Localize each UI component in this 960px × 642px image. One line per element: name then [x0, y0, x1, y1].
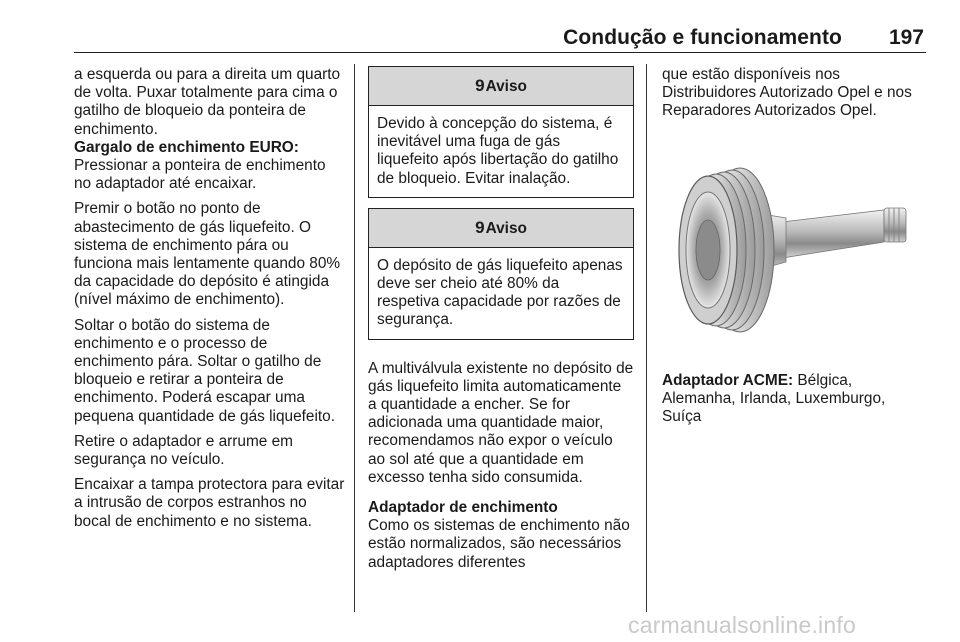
warning-text: O depósito de gás liquefeito apenas deve ser cheio até 80% da respetiva capacidade por razões de segurança. [377, 256, 623, 329]
watermark: carmanualsonline.info [628, 612, 856, 638]
warning-title-bar [369, 67, 633, 106]
paragraph: Soltar o botão do sistema de enchimento e o processo de enchimento pára. Soltar o gatilho de bloqueio e retirar a ponteira de enchimento. Poderá escapar uma pequena quantidade de gás liquefeito. [74, 316, 336, 425]
paragraph: que estão disponíveis nos Distribuidores Autorizado Opel e nos Reparadores Autorizados Opel. [662, 66, 912, 120]
warning-icon: 9 [475, 76, 485, 95]
column-divider-right [646, 64, 647, 612]
acme-countries: Bélgica, Alemanha, Irlanda, Luxemburgo, Suíça [662, 371, 886, 426]
warning-title-bar [369, 209, 633, 248]
warning-icon: 9 [475, 217, 485, 237]
page-header [74, 22, 926, 53]
paragraph: Encaixar a tampa protectora para evitar a intrusão de corpos estranhos no bocal de enchimento e no sistema. [74, 476, 345, 530]
paragraph: Retire o adaptador e arrume em segurança no veículo. [74, 432, 294, 469]
adapter-heading: Adaptador de enchimento [368, 499, 558, 517]
paragraph [662, 372, 928, 427]
page-number: 197 [888, 26, 924, 49]
euro-filler-heading: Gargalo de enchimento EURO: [74, 138, 299, 156]
warning-text: Devido à concepção do sistema, é inevitável uma fuga de gás liquefeito após libertação do gatilho de bloqueio. Evitar inalação. [377, 115, 619, 187]
column-right [662, 66, 928, 433]
paragraph: Premir o botão no ponto de abastecimento de gás liquefeito. O sistema de enchimento pára ou funciona mais lentamente quando 80% da capacidade do depósito é atingida (nível máximo de enchimento). [74, 200, 341, 309]
paragraph: a esquerda ou para a direita um quarto de volta. Puxar totalmente para cima o gatilho de bloqueio da ponteira de enchimento. [74, 66, 341, 138]
section-title: Condução e funcionamento [563, 26, 842, 49]
warning-title: Aviso [485, 78, 527, 95]
warning-title: Aviso [485, 219, 527, 237]
column-middle [368, 66, 634, 579]
warning-box [368, 66, 634, 198]
acme-heading: Adaptador ACME: [662, 371, 794, 389]
paragraph: A multiválvula existente no depósito de gás liquefeito limita automaticamente a quantidade a encher. Se for adicionada uma quantidade maior, recomendamos não expor o veículo ao sol até que a quantidade em excesso tenha sido consumida. [368, 359, 634, 486]
paragraph: Como os sistemas de enchimento não estão normalizados, são necessários adaptadores diferentes [368, 517, 630, 571]
column-divider-left [354, 64, 355, 612]
column-left [74, 66, 346, 538]
paragraph: Pressionar a ponteira de enchimento no adaptador até encaixar. [74, 157, 326, 193]
warning-box [368, 208, 634, 340]
acme-adapter-image [662, 150, 926, 355]
